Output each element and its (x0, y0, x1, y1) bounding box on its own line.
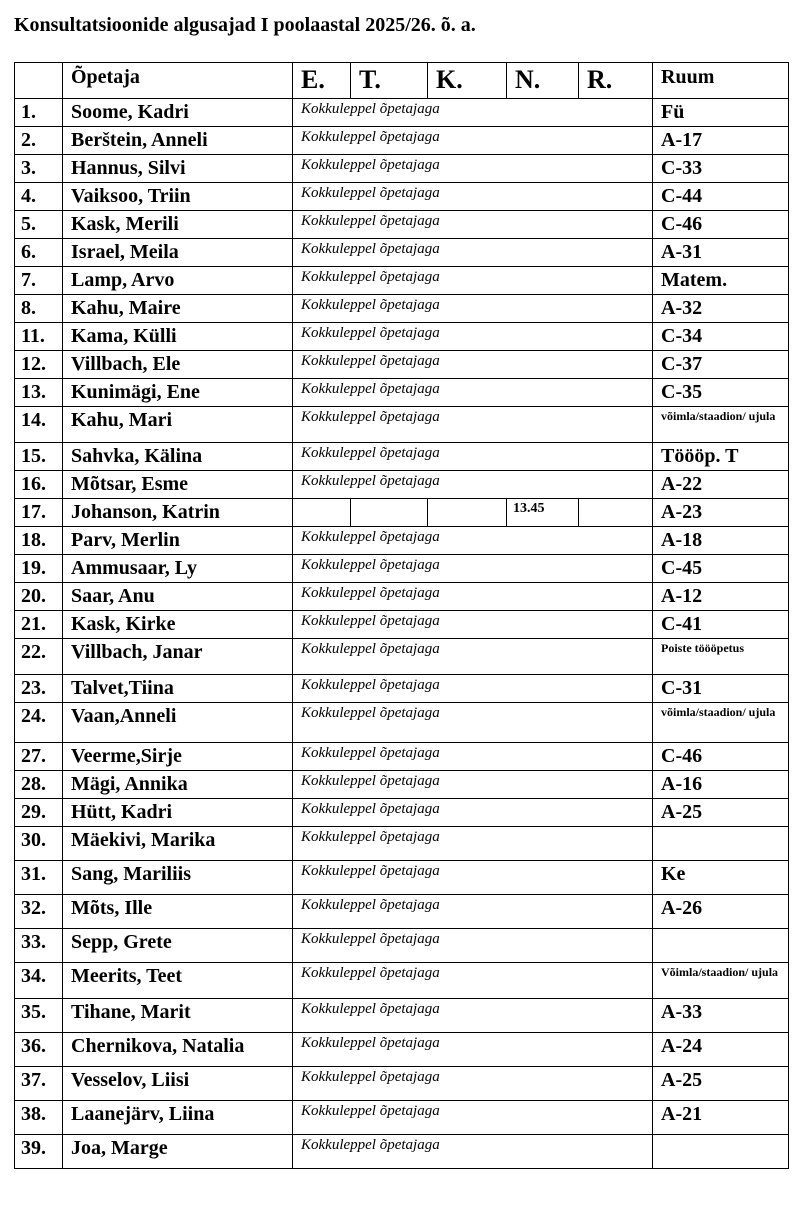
header-tue: T. (351, 63, 428, 99)
header-wed: K. (428, 63, 507, 99)
row-number: 33. (15, 929, 63, 963)
table-row (15, 407, 789, 443)
room-cell: Võimla/staadion/ ujula (653, 963, 789, 999)
schedule-note: Kokkuleppel õpetajaga (293, 155, 653, 183)
table-row (15, 1135, 789, 1169)
table-row (15, 963, 789, 999)
teacher-name: Villbach, Ele (63, 351, 293, 379)
table-row (15, 155, 789, 183)
schedule-note: Kokkuleppel õpetajaga (293, 99, 653, 127)
page-title: Konsultatsioonide algusajad I poolaastal 2025/26. õ. a. (14, 14, 476, 36)
header-no (15, 63, 63, 99)
schedule-note: Kokkuleppel õpetajaga (293, 211, 653, 239)
row-number: 4. (15, 183, 63, 211)
teacher-name: Parv, Merlin (63, 527, 293, 555)
teacher-name: Kahu, Mari (63, 407, 293, 443)
table-row (15, 323, 789, 351)
room-cell: C-33 (653, 155, 789, 183)
schedule-note: Kokkuleppel õpetajaga (293, 471, 653, 499)
time-tue (351, 499, 428, 527)
schedule-note: Kokkuleppel õpetajaga (293, 323, 653, 351)
row-number: 20. (15, 583, 63, 611)
room-cell (653, 929, 789, 963)
table-row (15, 703, 789, 743)
teacher-name: Soome, Kadri (63, 99, 293, 127)
room-cell: Matem. (653, 267, 789, 295)
teacher-name: Sang, Mariliis (63, 861, 293, 895)
room-cell: A-21 (653, 1101, 789, 1135)
room-cell: C-45 (653, 555, 789, 583)
teacher-name: Kunimägi, Ene (63, 379, 293, 407)
time-wed (428, 499, 507, 527)
row-number: 35. (15, 999, 63, 1033)
row-number: 11. (15, 323, 63, 351)
time-fri (579, 499, 653, 527)
table-row (15, 861, 789, 895)
teacher-name: Israel, Meila (63, 239, 293, 267)
table-row (15, 351, 789, 379)
time-mon (293, 499, 351, 527)
teacher-name: Talvet,Tiina (63, 675, 293, 703)
room-cell: C-41 (653, 611, 789, 639)
table-row (15, 471, 789, 499)
schedule-note: Kokkuleppel õpetajaga (293, 963, 653, 999)
teacher-name: Sepp, Grete (63, 929, 293, 963)
room-cell: A-16 (653, 771, 789, 799)
schedule-note: Kokkuleppel õpetajaga (293, 639, 653, 675)
table-row (15, 1033, 789, 1067)
teacher-name: Meerits, Teet (63, 963, 293, 999)
teacher-name: Mõts, Ille (63, 895, 293, 929)
row-number: 27. (15, 743, 63, 771)
room-cell: A-18 (653, 527, 789, 555)
teacher-name: Chernikova, Natalia (63, 1033, 293, 1067)
schedule-note: Kokkuleppel õpetajaga (293, 407, 653, 443)
table-row (15, 675, 789, 703)
schedule-note: Kokkuleppel õpetajaga (293, 675, 653, 703)
schedule-note: Kokkuleppel õpetajaga (293, 895, 653, 929)
table-row (15, 267, 789, 295)
row-number: 36. (15, 1033, 63, 1067)
row-number: 21. (15, 611, 63, 639)
table-row (15, 771, 789, 799)
schedule-note: Kokkuleppel õpetajaga (293, 799, 653, 827)
table-row (15, 639, 789, 675)
row-number: 7. (15, 267, 63, 295)
room-cell (653, 1135, 789, 1169)
teacher-name: Hütt, Kadri (63, 799, 293, 827)
row-number: 37. (15, 1067, 63, 1101)
room-cell: A-24 (653, 1033, 789, 1067)
room-cell: Ke (653, 861, 789, 895)
table-row (15, 183, 789, 211)
teacher-name: Kask, Kirke (63, 611, 293, 639)
table-row (15, 99, 789, 127)
schedule-note: Kokkuleppel õpetajaga (293, 1033, 653, 1067)
room-cell: C-46 (653, 743, 789, 771)
row-number: 14. (15, 407, 63, 443)
row-number: 28. (15, 771, 63, 799)
teacher-name: Johanson, Katrin (63, 499, 293, 527)
schedule-note: Kokkuleppel õpetajaga (293, 295, 653, 323)
table-row (15, 295, 789, 323)
schedule-note: Kokkuleppel õpetajaga (293, 1101, 653, 1135)
row-number: 12. (15, 351, 63, 379)
teacher-name: Saar, Anu (63, 583, 293, 611)
room-cell: võimla/staadion/ ujula (653, 703, 789, 743)
row-number: 8. (15, 295, 63, 323)
room-cell: A-32 (653, 295, 789, 323)
table-row (15, 827, 789, 861)
schedule-note: Kokkuleppel õpetajaga (293, 1135, 653, 1169)
teacher-name: Veerme,Sirje (63, 743, 293, 771)
room-cell: C-31 (653, 675, 789, 703)
teacher-name: Vaan,Anneli (63, 703, 293, 743)
schedule-note: Kokkuleppel õpetajaga (293, 583, 653, 611)
teacher-name: Kama, Külli (63, 323, 293, 351)
schedule-note: Kokkuleppel õpetajaga (293, 861, 653, 895)
row-number: 6. (15, 239, 63, 267)
room-cell: A-31 (653, 239, 789, 267)
header-mon: E. (293, 63, 351, 99)
row-number: 29. (15, 799, 63, 827)
room-cell: A-33 (653, 999, 789, 1033)
header-row (15, 63, 789, 99)
room-cell: C-37 (653, 351, 789, 379)
schedule-note: Kokkuleppel õpetajaga (293, 611, 653, 639)
consultation-table (14, 62, 789, 1169)
room-cell: A-22 (653, 471, 789, 499)
row-number: 5. (15, 211, 63, 239)
row-number: 19. (15, 555, 63, 583)
room-cell: C-35 (653, 379, 789, 407)
row-number: 34. (15, 963, 63, 999)
room-cell (653, 827, 789, 861)
table-row (15, 1101, 789, 1135)
table-row (15, 999, 789, 1033)
schedule-note: Kokkuleppel õpetajaga (293, 827, 653, 861)
schedule-note: Kokkuleppel õpetajaga (293, 929, 653, 963)
schedule-note: Kokkuleppel õpetajaga (293, 527, 653, 555)
teacher-name: Vaiksoo, Triin (63, 183, 293, 211)
row-number: 17. (15, 499, 63, 527)
room-cell: C-46 (653, 211, 789, 239)
teacher-name: Laanejärv, Liina (63, 1101, 293, 1135)
table-row (15, 1067, 789, 1101)
row-number: 13. (15, 379, 63, 407)
schedule-note: Kokkuleppel õpetajaga (293, 127, 653, 155)
schedule-note: Kokkuleppel õpetajaga (293, 1067, 653, 1101)
room-cell: A-17 (653, 127, 789, 155)
schedule-note: Kokkuleppel õpetajaga (293, 239, 653, 267)
schedule-note: Kokkuleppel õpetajaga (293, 351, 653, 379)
schedule-note: Kokkuleppel õpetajaga (293, 999, 653, 1033)
header-thu: N. (507, 63, 579, 99)
header-fri: R. (579, 63, 653, 99)
teacher-name: Vesselov, Liisi (63, 1067, 293, 1101)
teacher-name: Lamp, Arvo (63, 267, 293, 295)
row-number: 23. (15, 675, 63, 703)
table-row (15, 127, 789, 155)
row-number: 32. (15, 895, 63, 929)
row-number: 16. (15, 471, 63, 499)
header-teacher: Õpetaja (63, 63, 293, 99)
time-thu: 13.45 (507, 499, 579, 527)
schedule-note: Kokkuleppel õpetajaga (293, 703, 653, 743)
table-row (15, 895, 789, 929)
schedule-note: Kokkuleppel õpetajaga (293, 771, 653, 799)
row-number: 24. (15, 703, 63, 743)
room-cell: A-26 (653, 895, 789, 929)
table-row (15, 929, 789, 963)
table-row (15, 443, 789, 471)
teacher-name: Villbach, Janar (63, 639, 293, 675)
teacher-name: Mäekivi, Marika (63, 827, 293, 861)
table-row (15, 583, 789, 611)
table-row (15, 527, 789, 555)
row-number: 30. (15, 827, 63, 861)
room-cell: A-25 (653, 1067, 789, 1101)
room-cell: A-25 (653, 799, 789, 827)
teacher-name: Tihane, Marit (63, 999, 293, 1033)
room-cell: võimla/staadion/ ujula (653, 407, 789, 443)
teacher-name: Berštein, Anneli (63, 127, 293, 155)
schedule-note: Kokkuleppel õpetajaga (293, 379, 653, 407)
table-row (15, 239, 789, 267)
room-cell: C-34 (653, 323, 789, 351)
table-row (15, 211, 789, 239)
table-row (15, 555, 789, 583)
teacher-name: Kask, Merili (63, 211, 293, 239)
room-cell: Töööp. T (653, 443, 789, 471)
room-cell: A-12 (653, 583, 789, 611)
teacher-name: Kahu, Maire (63, 295, 293, 323)
room-cell: A-23 (653, 499, 789, 527)
row-number: 38. (15, 1101, 63, 1135)
row-number: 31. (15, 861, 63, 895)
row-number: 15. (15, 443, 63, 471)
schedule-note: Kokkuleppel õpetajaga (293, 443, 653, 471)
row-number: 22. (15, 639, 63, 675)
schedule-note: Kokkuleppel õpetajaga (293, 555, 653, 583)
table-row (15, 799, 789, 827)
teacher-name: Mõtsar, Esme (63, 471, 293, 499)
row-number: 18. (15, 527, 63, 555)
teacher-name: Sahvka, Kälina (63, 443, 293, 471)
row-number: 1. (15, 99, 63, 127)
teacher-name: Ammusaar, Ly (63, 555, 293, 583)
row-number: 39. (15, 1135, 63, 1169)
schedule-note: Kokkuleppel õpetajaga (293, 743, 653, 771)
row-number: 2. (15, 127, 63, 155)
room-cell: C-44 (653, 183, 789, 211)
teacher-name: Joa, Marge (63, 1135, 293, 1169)
table-row (15, 379, 789, 407)
table-row (15, 611, 789, 639)
teacher-name: Hannus, Silvi (63, 155, 293, 183)
room-cell: Fü (653, 99, 789, 127)
schedule-note: Kokkuleppel õpetajaga (293, 267, 653, 295)
table-row (15, 499, 789, 527)
table-row (15, 743, 789, 771)
room-cell: Poiste töööpetus (653, 639, 789, 675)
teacher-name: Mägi, Annika (63, 771, 293, 799)
row-number: 3. (15, 155, 63, 183)
header-room: Ruum (653, 63, 789, 99)
schedule-note: Kokkuleppel õpetajaga (293, 183, 653, 211)
